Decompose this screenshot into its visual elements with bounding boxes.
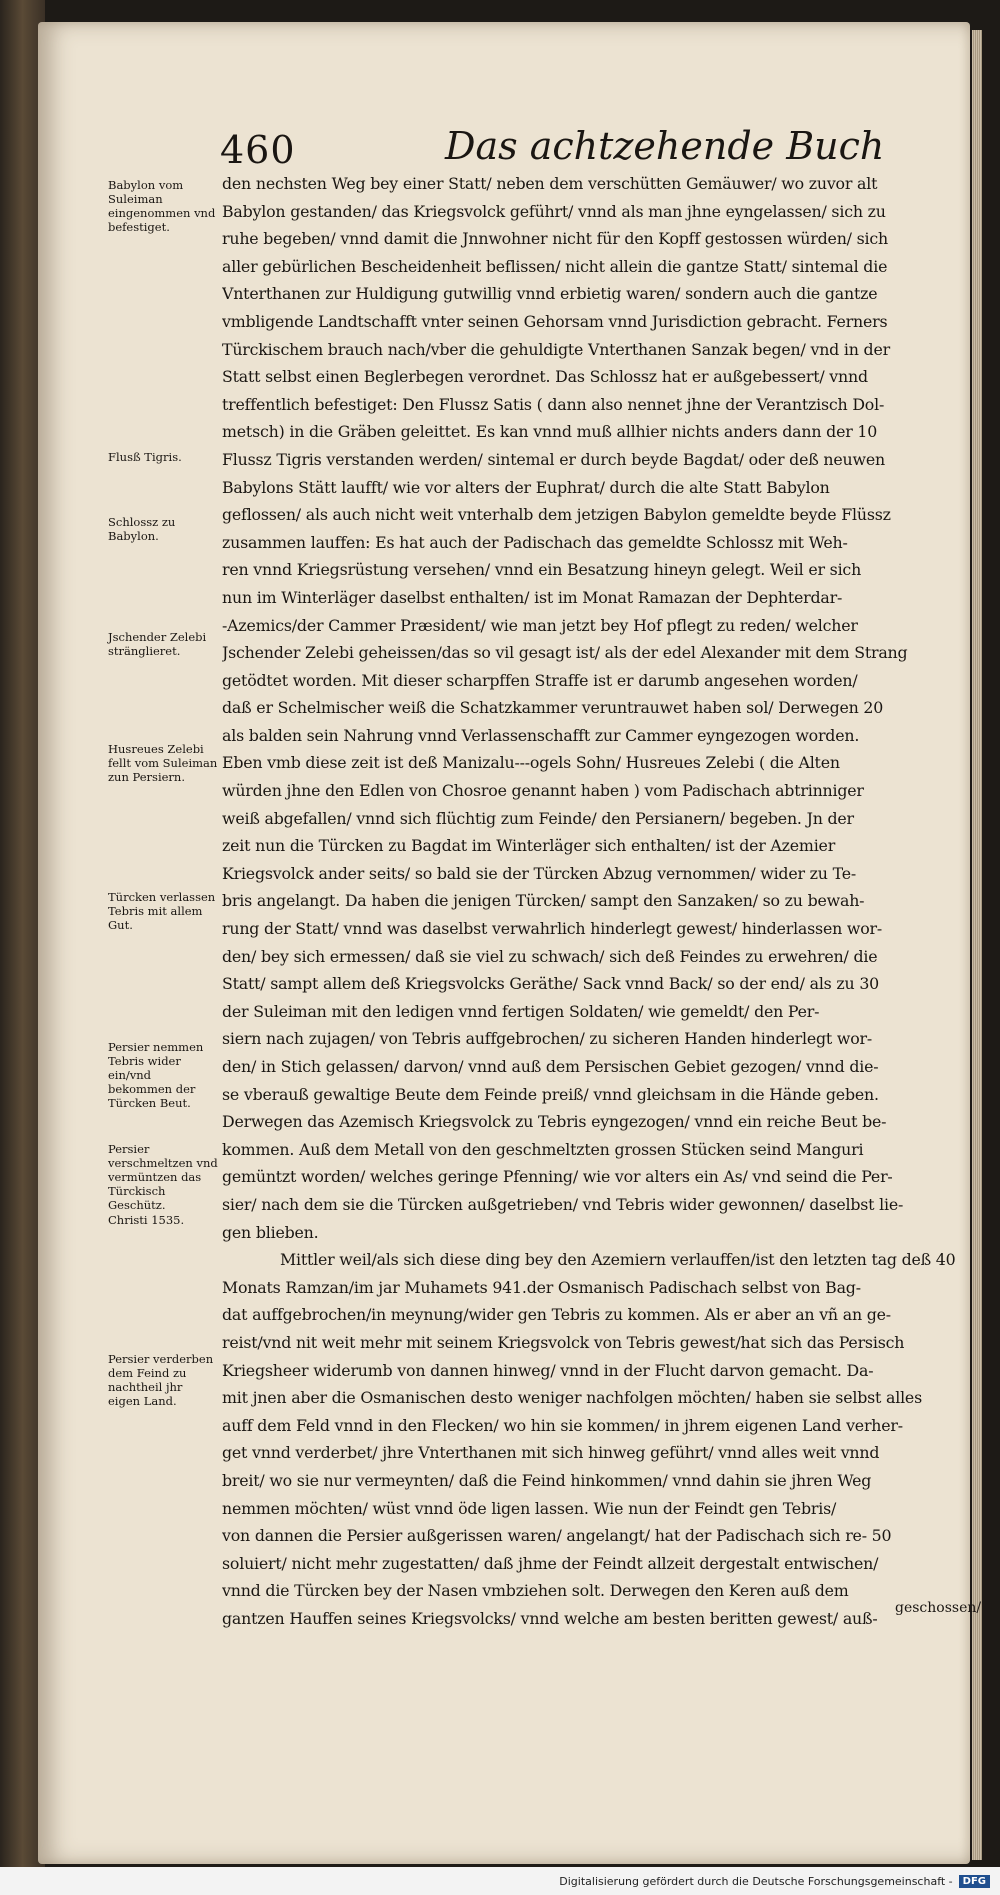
margin-note: Türcken verlassen Tebris mit allem Gut.	[108, 890, 216, 932]
margin-note: Persier verschmeltzen vnd vermüntzen das Türckisch Geschütz.	[108, 1142, 218, 1212]
text-line: getödtet worden. Mit dieser scharpffen Straffe ist er darumb angesehen worden/	[222, 670, 858, 690]
text-line: den/ in Stich gelassen/ darvon/ vnnd auß dem Persischen Gebiet gezogen/ vnnd die-	[222, 1057, 879, 1076]
text-line: rung der Statt/ vnnd was daselbst verwahrlich hinderlegt gewest/ hinderlassen wor-	[222, 919, 883, 939]
text-line: Monats Ramzan/im jar Muhamets 941.der Osmanisch Padischach selbst von Bag-	[222, 1277, 861, 1297]
text-line: den nechsten Weg bey einer Statt/ neben dem verschütten Gemäuwer/ wo zuvor alt	[222, 174, 878, 193]
running-head: Das achtzehende Buch	[445, 124, 885, 168]
text-line: reist/vnd nit weit mehr mit seinem Kriegsvolck von Tebris gewest/hat sich das Persisch	[222, 1332, 905, 1352]
page-edges	[972, 30, 982, 1860]
text-line: bris angelangt. Da haben die jenigen Türcken/ sampt den Sanzaken/ so zu bewah-	[222, 891, 865, 911]
margin-note: Husreues Zelebi fellt vom Suleiman zun Persiern.	[108, 742, 218, 784]
text-line: als balden sein Nahrung vnnd Verlassenschafft zur Cammer eyngezogen worden.	[222, 725, 860, 745]
margin-note: Schlossz zu Babylon.	[108, 515, 176, 543]
text-line: siern nach zujagen/ von Tebris auffgebrochen/ zu sicheren Handen hinderlegt wor-	[222, 1029, 872, 1049]
text-line: get vnnd verderbet/ jhre Vnterthanen mit sich hinweg geführt/ vnnd alles weit vnnd	[222, 1443, 880, 1463]
text-line: vnnd die Türcken bey der Nasen vmbziehen solt. Derwegen den Keren auß dem	[222, 1581, 849, 1601]
text-line: Kriegsvolck ander seits/ so bald sie der Türcken Abzug vernommen/ wider zu Te-	[222, 863, 856, 883]
page-number: 460	[220, 128, 296, 172]
text-line: Statt/ sampt allem deß Kriegsvolcks Geräthe/ Sack vnnd Back/ so der end/ als zu 30	[222, 974, 880, 994]
text-line: Türckischem brauch nach/vber die gehuldigte Vnterthanen Sanzak begen/ vnd in der	[222, 339, 890, 359]
dfg-logo-icon: DFG	[959, 1875, 990, 1888]
margin-note: Christi 1535.	[108, 1213, 185, 1227]
text-line: von dannen die Persier außgerissen waren/ angelangt/ hat der Padischach sich re- 50	[222, 1526, 892, 1546]
text-line: gantzen Hauffen seines Kriegsvolcks/ vnnd welche am besten beritten gewest/ auß-	[222, 1608, 878, 1628]
margin-note: Babylon vom Suleiman eingenommen vnd befestiget.	[108, 178, 216, 234]
text-line: Kriegsheer widerumb von dannen hinweg/ vnnd in der Flucht darvon gemacht. Da-	[222, 1360, 874, 1380]
text-line: aller gebürlichen Bescheidenheit beflissen/ nicht allein die gantze Statt/ sintemal die	[222, 256, 888, 276]
text-line: ruhe begeben/ vnnd damit die Jnnwohner nicht für den Kopff gestossen würden/ sich	[222, 229, 888, 249]
text-line: vmbligende Landtschafft vnter seinen Gehorsam vnnd Jurisdiction gebracht. Ferners	[222, 311, 888, 331]
text-line: Eben vmb diese zeit ist deß Manizalu---ogels Sohn/ Husreues Zelebi ( die Alten	[222, 753, 840, 773]
text-line: breit/ wo sie nur vermeynten/ daß die Feind hinkommen/ vnnd dahin sie jhren Weg	[222, 1470, 872, 1490]
text-line: dat auffgebrochen/in meynung/wider gen Tebris zu kommen. Als er aber an vñ an ge-	[222, 1305, 891, 1325]
main-text	[222, 170, 962, 1632]
text-line: sier/ nach dem sie die Türcken außgetrieben/ vnd Tebris wider gewonnen/ daselbst lie-	[222, 1194, 904, 1214]
text-line: Derwegen das Azemisch Kriegsvolck zu Tebris eyngezogen/ vnnd ein reiche Beut be-	[222, 1112, 887, 1132]
text-line: den/ bey sich ermessen/ daß sie viel zu schwach/ sich deß Feindes zu erwehren/ die	[222, 946, 878, 966]
text-line: Flussz Tigris verstanden werden/ sintemal er durch beyde Bagdat/ oder deß neuwen	[222, 449, 885, 469]
footer-credit-bar	[0, 1867, 1000, 1895]
text-line: Mittler weil/als sich diese ding bey den Azemiern verlauffen/ist den letzten tag deß 40	[280, 1250, 956, 1270]
text-line: daß er Schelmischer weiß die Schatzkammer veruntrauwet haben sol/ Derwegen 20	[222, 698, 884, 718]
text-line: ren vnnd Kriegsrüstung versehen/ vnnd ein Besatzung hineyn gelegt. Weil er sich	[222, 560, 862, 580]
text-line: weiß abgefallen/ vnnd sich flüchtig zum Feinde/ den Persianern/ begeben. Jn der	[222, 808, 854, 828]
text-line: soluiert/ nicht mehr zugestatten/ daß jhme der Feindt allzeit dergestalt entwischen/	[222, 1553, 879, 1573]
text-line: zusammen lauffen: Es hat auch der Padischach das gemeldte Schlossz mit Weh-	[222, 532, 848, 552]
page-header	[0, 110, 1000, 170]
text-line: Babylons Stätt laufft/ wie vor alters der Euphrat/ durch die alte Statt Babylon	[222, 477, 830, 497]
footer-credit: Digitalisierung gefördert durch die Deutsche Forschungsgemeinschaft -	[559, 1874, 953, 1888]
text-line: Vnterthanen zur Huldigung gutwillig vnnd erbietig waren/ sondern auch die gantze	[222, 284, 878, 304]
text-line: Jschender Zelebi geheissen/das so vil gesagt ist/ als der edel Alexander mit dem Strang	[222, 643, 908, 663]
text-line: würden jhne den Edlen von Chosroe genannt haben ) vom Padischach abtrinniger	[222, 781, 864, 801]
text-line: gen blieben.	[222, 1222, 319, 1242]
text-line: kommen. Auß dem Metall von den geschmeltzten grossen Stücken seind Manguri	[222, 1139, 864, 1159]
text-line: zeit nun die Türcken zu Bagdat im Winterläger sich enthalten/ ist der Azemier	[222, 836, 836, 856]
text-line: nemmen möchten/ wüst vnnd öde ligen lassen. Wie nun der Feindt gen Tebris/	[222, 1498, 837, 1518]
text-line: -Azemics/der Cammer Præsident/ wie man jetzt bey Hof pflegt zu reden/ welcher	[222, 615, 858, 635]
margin-note: Persier nemmen Tebris wider ein/vnd bekommen der Türcken Beut.	[108, 1040, 204, 1110]
text-line: metsch) in die Gräben geleittet. Es kan vnnd muß allhier nichts anders dann der 10	[222, 422, 878, 442]
text-line: se vberauß gewaltige Beute dem Feinde preiß/ vnnd gleichsam in die Hände geben.	[222, 1084, 879, 1104]
catchword: geschossen/	[895, 1600, 982, 1616]
text-line: der Suleiman mit den ledigen vnnd fertigen Soldaten/ wie gemeldt/ den Per-	[222, 1001, 820, 1021]
margin-note: Persier verderben dem Feind zu nachtheil jhr eigen Land.	[108, 1352, 214, 1408]
text-line: nun im Winterläger daselbst enthalten/ ist im Monat Ramazan der Dephterdar-	[222, 587, 843, 607]
text-line: treffentlich befestiget: Den Flussz Satis ( dann also nennet jhne der Verantzisch Dol-	[222, 394, 885, 414]
text-line: Babylon gestanden/ das Kriegsvolck geführt/ vnnd als man jhne eyngelassen/ sich zu	[222, 201, 886, 221]
text-line: gemüntzt worden/ welches geringe Pfenning/ wie vor alters ein As/ vnd seind die Per-	[222, 1167, 893, 1187]
margin-note: Jschender Zelebi stränglieret.	[108, 630, 207, 658]
text-line: auff dem Feld vnnd in den Flecken/ wo hin sie kommen/ in jhrem eigenen Land verher-	[222, 1415, 903, 1435]
text-line: Statt selbst einen Beglerbegen verordnet. Das Schlossz hat er außgebessert/ vnnd	[222, 367, 868, 387]
text-line: mit jnen aber die Osmanischen desto weniger nachfolgen möchten/ haben sie selbst alles	[222, 1388, 922, 1408]
text-line: geflossen/ als auch nicht weit vnterhalb dem jetzigen Babylon gemeldte beyde Flüssz	[222, 505, 891, 525]
margin-note: Flusß Tigris.	[108, 450, 182, 464]
